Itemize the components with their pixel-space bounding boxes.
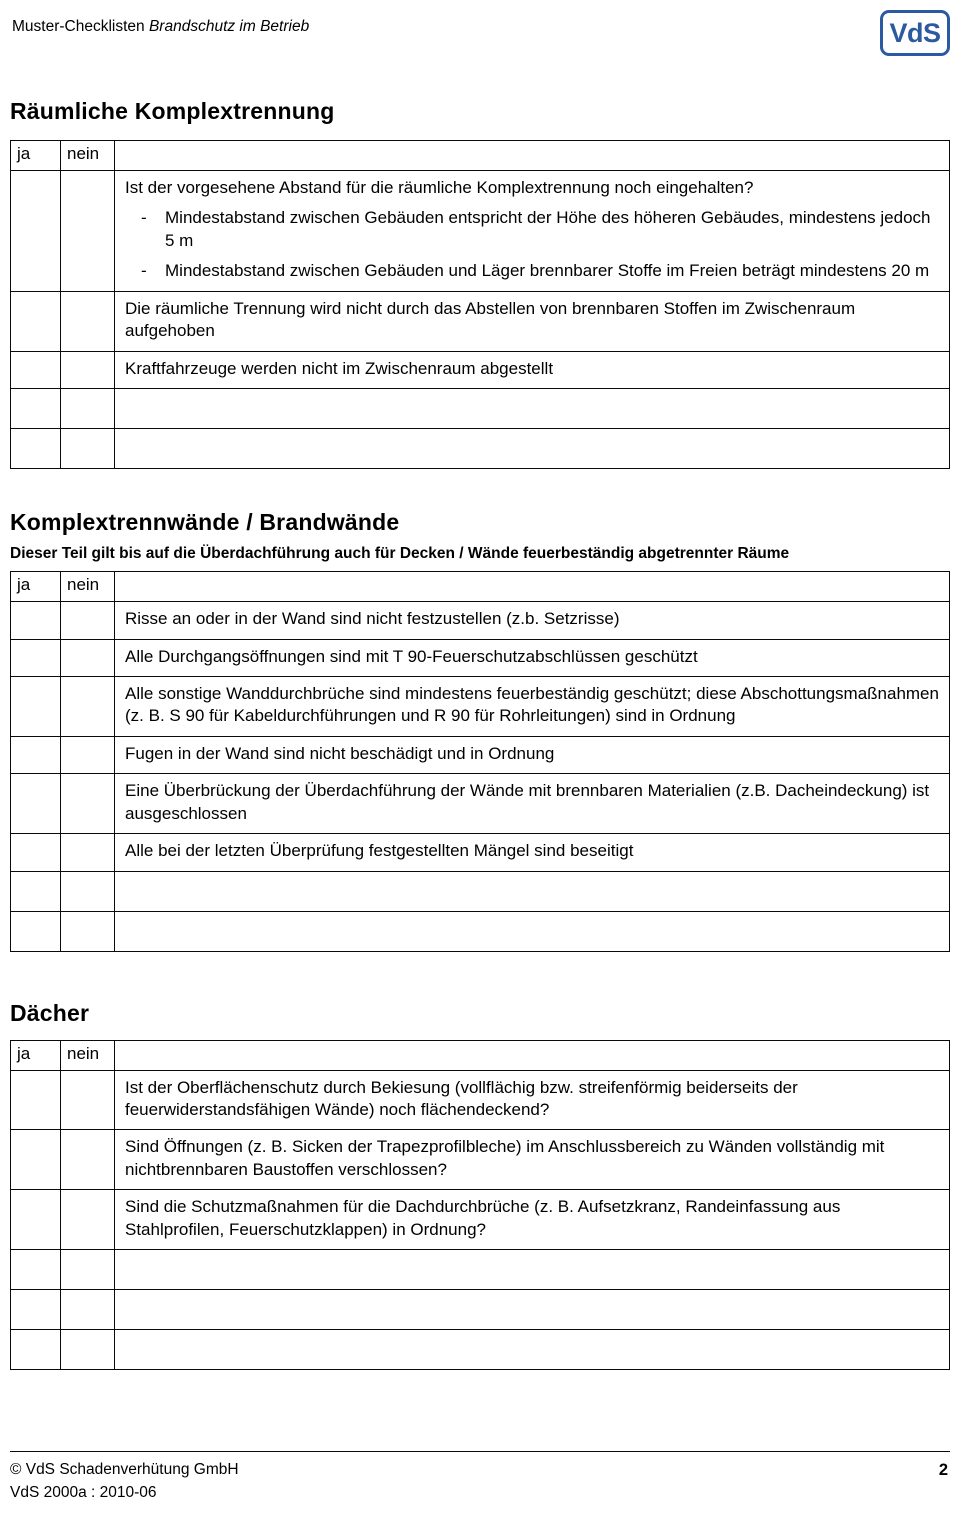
- checklist-row: [11, 871, 950, 911]
- answer-cell-ja[interactable]: [11, 429, 61, 469]
- item-cell: [115, 911, 950, 951]
- answer-cell-nein[interactable]: [61, 1190, 115, 1250]
- checklist-row: [11, 736, 950, 773]
- item-text: Sind die Schutzmaßnahmen für die Dachdurchbrüche (z. B. Aufsetzkranz, Randeinfassung aus Stahlprofilen, Feuerschutzklappen) in Ordnung?: [125, 1197, 841, 1239]
- answer-cell-ja[interactable]: [11, 911, 61, 951]
- answer-cell-nein[interactable]: [61, 602, 115, 639]
- item-cell: [115, 389, 950, 429]
- checklist-row: [11, 676, 950, 736]
- answer-cell-ja[interactable]: [11, 871, 61, 911]
- checklist-row: [11, 389, 950, 429]
- answer-cell-nein[interactable]: [61, 1130, 115, 1190]
- item-cell: [115, 1250, 950, 1290]
- answer-cell-ja[interactable]: [11, 389, 61, 429]
- checklist-table-daecher: [10, 1040, 950, 1371]
- item-text: Risse an oder in der Wand sind nicht festzustellen (z.b. Setzrisse): [125, 609, 620, 629]
- bullet-dash-icon: -: [141, 208, 147, 228]
- item-text: Kraftfahrzeuge werden nicht im Zwischenraum abgestellt: [125, 358, 554, 378]
- checklist-row: [11, 1190, 950, 1250]
- table-header-row: [11, 572, 950, 602]
- checklist-row: [11, 774, 950, 834]
- answer-cell-ja[interactable]: [11, 291, 61, 351]
- item-text: Alle bei der letzten Überprüfung festgestellten Mängel sind beseitigt: [125, 841, 634, 861]
- item-text: Fugen in der Wand sind nicht beschädigt und in Ordnung: [125, 743, 555, 763]
- checklist-row: [11, 291, 950, 351]
- section-title-raeumliche-komplextrennung: Räumliche Komplextrennung: [10, 98, 335, 124]
- column-header-ja: ja: [11, 141, 61, 171]
- item-question: Ist der vorgesehene Abstand für die räumliche Komplextrennung noch eingehalten?: [125, 178, 754, 197]
- answer-cell-nein[interactable]: [61, 676, 115, 736]
- answer-cell-ja[interactable]: [11, 1190, 61, 1250]
- answer-cell-ja[interactable]: [11, 1250, 61, 1290]
- answer-cell-ja[interactable]: [11, 774, 61, 834]
- section-title-komplextrennwaende: Komplextrennwände / Brandwände: [10, 509, 400, 536]
- item-cell: [115, 1290, 950, 1330]
- document-title-main: Muster-Checklisten: [12, 18, 145, 35]
- answer-cell-nein[interactable]: [61, 1070, 115, 1130]
- page-number: 2: [938, 1461, 948, 1480]
- answer-cell-nein[interactable]: [61, 871, 115, 911]
- item-text: Alle sonstige Wanddurchbrüche sind mindestens feuerbeständig geschützt; diese Abschottungsmaßnahmen (z. B. S 90 für Kabeldurchführungen und R 90 für Rohrleitungen) sind in Ordnung: [125, 683, 939, 726]
- item-cell: [115, 429, 950, 469]
- answer-cell-ja[interactable]: [11, 834, 61, 871]
- checklist-row: [11, 602, 950, 639]
- section-raeumliche-komplextrennung: [10, 98, 950, 469]
- answer-cell-nein[interactable]: [61, 774, 115, 834]
- checklist-row: [11, 639, 950, 676]
- answer-cell-nein[interactable]: [61, 429, 115, 469]
- answer-cell-nein[interactable]: [61, 911, 115, 951]
- item-text: Alle Durchgangsöffnungen sind mit T 90-Feuerschutzabschlüssen geschützt: [125, 646, 698, 666]
- item-cell: [115, 1070, 950, 1130]
- section-daecher: [10, 1000, 950, 1371]
- answer-cell-nein[interactable]: [61, 1290, 115, 1330]
- column-header-nein: nein: [61, 572, 115, 602]
- answer-cell-ja[interactable]: [11, 1330, 61, 1370]
- item-cell: [115, 1130, 950, 1190]
- answer-cell-nein[interactable]: [61, 351, 115, 388]
- document-title: [10, 8, 309, 36]
- footer-publisher: © VdS Schadenverhütung GmbH: [10, 1461, 239, 1479]
- item-cell: [115, 602, 950, 639]
- answer-cell-nein[interactable]: [61, 639, 115, 676]
- checklist-row: [11, 911, 950, 951]
- item-text: Sind Öffnungen (z. B. Sicken der Trapezprofilbleche) im Anschlussbereich zu Wänden vollständig mit nichtbrennbaren Baustoffen verschlossen?: [125, 1137, 885, 1179]
- item-cell: [115, 736, 950, 773]
- column-header-spacer: [115, 141, 950, 171]
- checklist-row: [11, 834, 950, 871]
- checklist-table-komplextrennwaende: [10, 571, 950, 952]
- item-cell: [115, 351, 950, 388]
- checklist-row: [11, 1290, 950, 1330]
- item-cell: [115, 774, 950, 834]
- item-bullet: [141, 260, 939, 282]
- checklist-row: [11, 351, 950, 388]
- answer-cell-ja[interactable]: [11, 1290, 61, 1330]
- answer-cell-nein[interactable]: [61, 834, 115, 871]
- table-header-row: [11, 141, 950, 171]
- answer-cell-nein[interactable]: [61, 1330, 115, 1370]
- answer-cell-nein[interactable]: [61, 736, 115, 773]
- column-header-nein: nein: [61, 141, 115, 171]
- column-header-ja: ja: [11, 572, 61, 602]
- answer-cell-ja[interactable]: [11, 602, 61, 639]
- item-cell: [115, 871, 950, 911]
- checklist-row: [11, 429, 950, 469]
- footer-document-id: VdS 2000a : 2010-06: [10, 1483, 157, 1501]
- answer-cell-ja[interactable]: [11, 351, 61, 388]
- checklist-row: [11, 1130, 950, 1190]
- answer-cell-nein[interactable]: [61, 291, 115, 351]
- column-header-nein: nein: [61, 1040, 115, 1070]
- checklist-row: [11, 1250, 950, 1290]
- item-cell: [115, 1190, 950, 1250]
- item-cell: [115, 639, 950, 676]
- answer-cell-ja[interactable]: [11, 736, 61, 773]
- item-text: Eine Überbrückung der Überdachführung der Wände mit brennbaren Materialien (z.B. Dacheindeckung) ist ausgeschlossen: [125, 781, 930, 823]
- checklist-row: [11, 1330, 950, 1370]
- item-bullet: [141, 207, 939, 252]
- item-cell: [115, 171, 950, 292]
- column-header-ja: ja: [11, 1040, 61, 1070]
- column-header-spacer: [115, 1040, 950, 1070]
- bullet-dash-icon: -: [141, 261, 147, 281]
- document-title-italic: Brandschutz im Betrieb: [148, 18, 310, 35]
- column-header-spacer: [115, 572, 950, 602]
- document-header: [10, 0, 950, 56]
- item-text: Ist der Oberflächenschutz durch Bekiesung (vollflächig bzw. streifenförmig beiderseits der feuerwiderstandsfähigen Wände) noch flächendeckend?: [125, 1077, 798, 1119]
- answer-cell-nein[interactable]: [61, 1250, 115, 1290]
- vds-logo-text: VdS: [889, 17, 941, 48]
- bullet-text: Mindestabstand zwischen Gebäuden entspricht der Höhe des höheren Gebäudes, mindestens jedoch 5 m: [165, 208, 931, 250]
- table-header-row: [11, 1040, 950, 1070]
- item-cell: [115, 676, 950, 736]
- checklist-row: [11, 1070, 950, 1130]
- section-title-daecher: Dächer: [10, 999, 90, 1026]
- answer-cell-nein[interactable]: [61, 389, 115, 429]
- item-cell: [115, 1330, 950, 1370]
- answer-cell-ja[interactable]: [11, 676, 61, 736]
- answer-cell-ja[interactable]: [11, 1070, 61, 1130]
- section-komplextrennwaende-brandwaende: [10, 509, 950, 952]
- vds-logo: [880, 10, 950, 56]
- answer-cell-ja[interactable]: [11, 171, 61, 292]
- document-footer: [10, 1451, 950, 1504]
- answer-cell-ja[interactable]: [11, 1130, 61, 1190]
- answer-cell-nein[interactable]: [61, 171, 115, 292]
- footer-publisher-block: [10, 1459, 239, 1504]
- item-cell: [115, 834, 950, 871]
- bullet-text: Mindestabstand zwischen Gebäuden und Läger brennbarer Stoffe im Freien beträgt mindestens 20 m: [165, 261, 930, 281]
- checklist-row: [11, 171, 950, 292]
- item-cell: [115, 291, 950, 351]
- checklist-table-raeumliche-komplextrennung: [10, 140, 950, 469]
- section-subtitle-komplextrennwaende: Dieser Teil gilt bis auf die Überdachführung auch für Decken / Wände feuerbeständig abgetrennter Räume: [10, 545, 790, 563]
- answer-cell-ja[interactable]: [11, 639, 61, 676]
- item-text: Die räumliche Trennung wird nicht durch das Abstellen von brennbaren Stoffen im Zwischenraum aufgehoben: [125, 298, 856, 341]
